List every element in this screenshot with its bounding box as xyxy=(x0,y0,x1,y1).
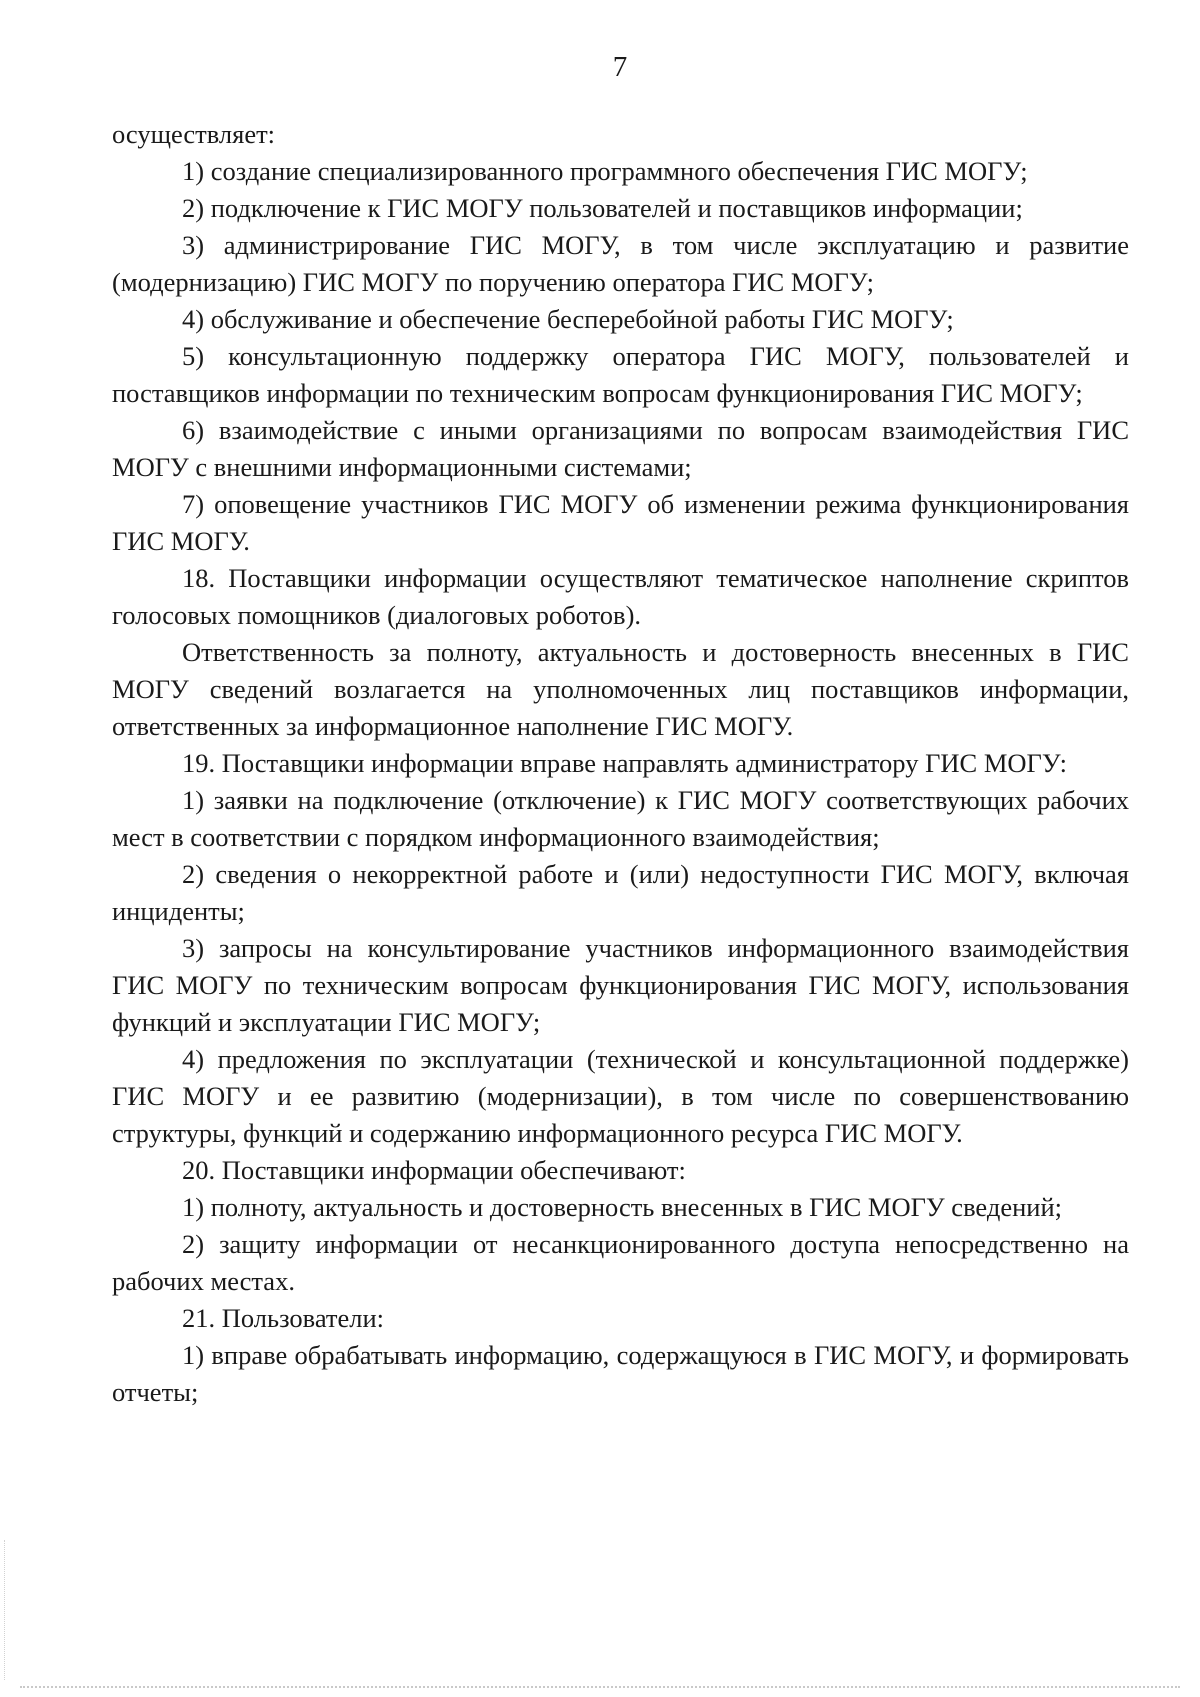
paragraph: 5) консультационную поддержку оператора ГИС МОГУ, пользователей и поставщиков информации по техническим вопросам функционирования ГИС МОГУ; xyxy=(112,341,1129,408)
paragraph: 1) вправе обрабатывать информацию, содержащуюся в ГИС МОГУ, и формировать отчеты; xyxy=(112,1340,1129,1407)
paragraph: 7) оповещение участников ГИС МОГУ об изменении режима функционирования ГИС МОГУ. xyxy=(112,489,1129,556)
paragraph: 1) заявки на подключение (отключение) к ГИС МОГУ соответствующих рабочих мест в соответствии с порядком информационного взаимодействия; xyxy=(112,785,1129,852)
paragraph: 3) запросы на консультирование участников информационного взаимодействия ГИС МОГУ по техническим вопросам функционирования ГИС МОГУ, использования функций и эксплуатации ГИС МОГУ; xyxy=(112,933,1129,1037)
paragraph: осуществляет: xyxy=(112,119,276,149)
paragraph: 6) взаимодействие с иными организациями по вопросам взаимодействия ГИС МОГУ с внешними информационными системами; xyxy=(112,415,1129,482)
paragraph: Ответственность за полноту, актуальность и достоверность внесенных в ГИС МОГУ сведений возлагается на уполномоченных лиц поставщиков информации, ответственных за информационное наполнение ГИС МОГУ. xyxy=(112,637,1129,741)
paragraph: 2) сведения о некорректной работе и (или) недоступности ГИС МОГУ, включая инциденты; xyxy=(112,859,1129,926)
document-body xyxy=(112,116,1129,1411)
paragraph: 1) полноту, актуальность и достоверность внесенных в ГИС МОГУ сведений; xyxy=(182,1192,1062,1222)
paragraph: 21. Пользователи: xyxy=(182,1303,385,1333)
paragraph: 19. Поставщики информации вправе направлять администратору ГИС МОГУ: xyxy=(182,748,1067,778)
paragraph: 4) обслуживание и обеспечение бесперебойной работы ГИС МОГУ; xyxy=(182,304,954,334)
paragraph: 3) администрирование ГИС МОГУ, в том числе эксплуатацию и развитие (модернизацию) ГИС МОГУ по поручению оператора ГИС МОГУ; xyxy=(112,230,1129,297)
scan-edge-artifact xyxy=(20,1686,1180,1688)
page-number: 7 xyxy=(612,51,628,83)
scan-margin-artifact xyxy=(4,1540,5,1680)
paragraph: 2) защиту информации от несанкционированного доступа непосредственно на рабочих местах. xyxy=(112,1229,1129,1296)
paragraph: 1) создание специализированного программного обеспечения ГИС МОГУ; xyxy=(182,156,1028,186)
paragraph: 4) предложения по эксплуатации (технической и консультационной поддержке) ГИС МОГУ и ее развитию (модернизации), в том числе по совершенствованию структуры, функций и содержанию информационного ресурса ГИС МОГУ. xyxy=(112,1044,1129,1148)
paragraph: 18. Поставщики информации осуществляют тематическое наполнение скриптов голосовых помощников (диалоговых роботов). xyxy=(112,563,1129,630)
paragraph: 20. Поставщики информации обеспечивают: xyxy=(182,1155,686,1185)
paragraph: 2) подключение к ГИС МОГУ пользователей и поставщиков информации; xyxy=(182,193,1023,223)
